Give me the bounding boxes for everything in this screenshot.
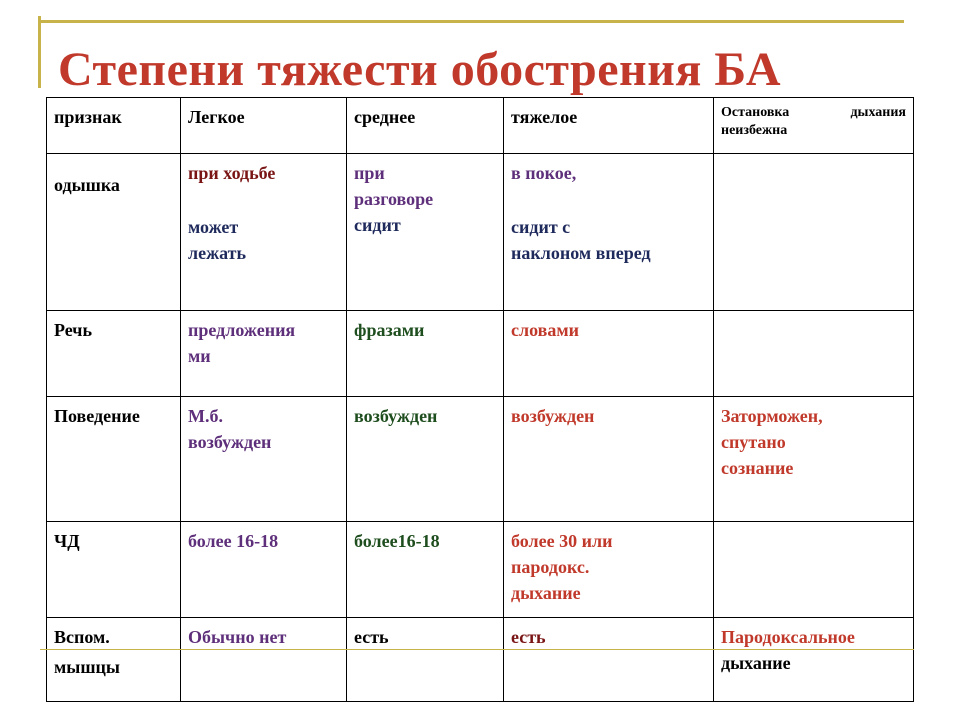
behavior-medium: возбужден — [347, 397, 504, 522]
dyspnea-medium-1a: при — [354, 163, 385, 183]
rr-severe-b: пародокс. — [511, 557, 590, 577]
table-row-muscles — [47, 618, 914, 702]
dyspnea-light-1: при ходьбе — [188, 163, 276, 183]
cell-muscles-label — [47, 618, 181, 702]
decor-bottom-line — [40, 649, 914, 650]
rr-light: более 16-18 — [181, 522, 347, 618]
rr-label: ЧД — [47, 522, 181, 618]
cell-dyspnea-arrest — [714, 154, 914, 311]
cell-muscles-arrest — [714, 618, 914, 702]
speech-light-b: ми — [188, 346, 211, 366]
decor-horizontal-line — [38, 20, 904, 23]
muscles-label-b: мышцы — [54, 657, 120, 677]
cell-speech-light — [181, 311, 347, 397]
behavior-light-a: М.б. — [188, 406, 223, 426]
speech-severe: словами — [504, 311, 714, 397]
header-arrest: Остановка дыхания неизбежна — [714, 98, 914, 154]
dyspnea-medium-2: сидит — [354, 215, 401, 235]
behavior-arrest-b: спутано — [721, 432, 786, 452]
slide-title: Степени тяжести обострения БА — [58, 43, 782, 96]
cell-dyspnea-label — [47, 154, 181, 311]
header-medium: среднее — [347, 98, 504, 154]
behavior-severe: возбужден — [504, 397, 714, 522]
dyspnea-severe-2a: сидит с — [511, 217, 571, 237]
header-severe: тяжелое — [504, 98, 714, 154]
table-row-behavior — [47, 397, 914, 522]
header-light: Легкое — [181, 98, 347, 154]
decor-vertical-line — [38, 16, 41, 88]
dyspnea-light-2a: может — [188, 217, 239, 237]
severity-table — [46, 97, 914, 702]
cell-dyspnea-severe — [504, 154, 714, 311]
speech-light-a: предложения — [188, 320, 296, 340]
cell-speech-arrest — [714, 311, 914, 397]
behavior-arrest-a: Заторможен, — [721, 406, 823, 426]
dyspnea-severe-2b: наклоном вперед — [511, 243, 651, 263]
rr-severe-a: более 30 или — [511, 531, 613, 551]
cell-dyspnea-light — [181, 154, 347, 311]
rr-severe-c: дыхание — [511, 583, 581, 603]
behavior-arrest-c: сознание — [721, 458, 794, 478]
dyspnea-medium-1b: разговоре — [354, 189, 434, 209]
cell-rr-arrest — [714, 522, 914, 618]
behavior-light-b: возбужден — [188, 432, 272, 452]
muscles-medium: есть — [347, 618, 504, 702]
header-sign: признак — [47, 98, 181, 154]
muscles-light: Обычно нет — [181, 618, 347, 702]
cell-behavior-arrest — [714, 397, 914, 522]
behavior-label: Поведение — [47, 397, 181, 522]
cell-rr-severe — [504, 522, 714, 618]
table-header-row — [47, 98, 914, 154]
muscles-severe: есть — [504, 618, 714, 702]
table-row-speech — [47, 311, 914, 397]
speech-label: Речь — [47, 311, 181, 397]
table-row-dyspnea — [47, 154, 914, 311]
muscles-label-a: Вспом. — [54, 627, 110, 647]
cell-behavior-light — [181, 397, 347, 522]
dyspnea-label: одышка — [54, 175, 120, 195]
dyspnea-severe-1: в покое, — [511, 163, 577, 183]
rr-medium: более16-18 — [347, 522, 504, 618]
muscles-arrest-a: Пародоксальное — [721, 627, 855, 647]
dyspnea-light-2b: лежать — [188, 243, 247, 263]
speech-medium: фразами — [347, 311, 504, 397]
muscles-arrest-b: дыхание — [721, 653, 791, 673]
cell-dyspnea-medium — [347, 154, 504, 311]
table-row-rr — [47, 522, 914, 618]
